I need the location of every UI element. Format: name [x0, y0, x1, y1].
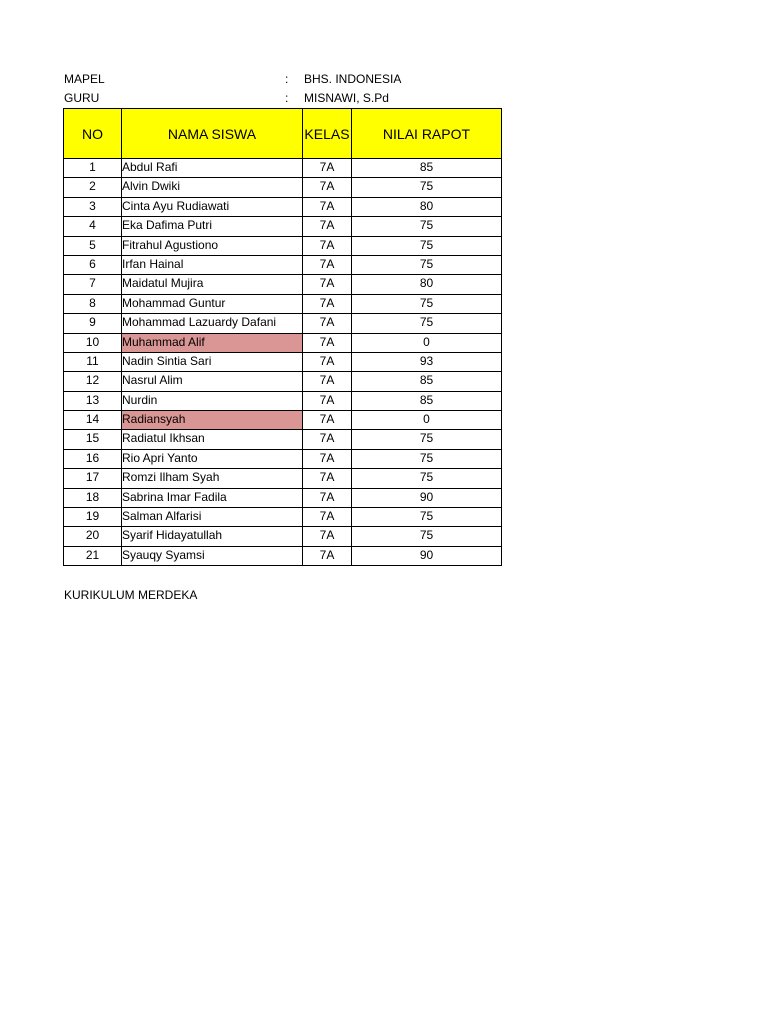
cell-kelas[interactable]: 7A: [303, 527, 352, 546]
cell-nilai-rapot[interactable]: 90: [352, 488, 502, 507]
cell-nilai-rapot[interactable]: 75: [352, 527, 502, 546]
cell-no[interactable]: 1: [64, 159, 122, 178]
cell-nama-siswa[interactable]: Nadin Sintia Sari: [122, 352, 303, 371]
cell-no[interactable]: 7: [64, 275, 122, 294]
cell-nama-siswa[interactable]: Irfan Hainal: [122, 255, 303, 274]
cell-nilai-rapot[interactable]: 0: [352, 333, 502, 352]
cell-no[interactable]: 15: [64, 430, 122, 449]
table-row: [64, 469, 502, 488]
cell-kelas[interactable]: 7A: [303, 255, 352, 274]
mapel-value: BHS. INDONESIA: [304, 72, 402, 86]
cell-no[interactable]: 12: [64, 372, 122, 391]
cell-nama-siswa[interactable]: Radiatul Ikhsan: [122, 430, 303, 449]
cell-nilai-rapot[interactable]: 75: [352, 294, 502, 313]
cell-no[interactable]: 2: [64, 178, 122, 197]
cell-kelas[interactable]: 7A: [303, 372, 352, 391]
cell-nilai-rapot[interactable]: 75: [352, 236, 502, 255]
cell-no[interactable]: 19: [64, 508, 122, 527]
guru-label: GURU: [64, 91, 100, 105]
cell-nama-siswa[interactable]: Salman Alfarisi: [122, 508, 303, 527]
cell-no[interactable]: 14: [64, 411, 122, 430]
cell-nama-siswa[interactable]: Syarif Hidayatullah: [122, 527, 303, 546]
cell-kelas[interactable]: 7A: [303, 236, 352, 255]
cell-nama-siswa[interactable]: Eka Dafima Putri: [122, 217, 303, 236]
cell-kelas[interactable]: 7A: [303, 217, 352, 236]
cell-nama-siswa[interactable]: Mohammad Guntur: [122, 294, 303, 313]
cell-nama-siswa[interactable]: Sabrina Imar Fadila: [122, 488, 303, 507]
cell-kelas[interactable]: 7A: [303, 430, 352, 449]
cell-kelas[interactable]: 7A: [303, 488, 352, 507]
cell-nilai-rapot[interactable]: 75: [352, 314, 502, 333]
table-row: [64, 372, 502, 391]
curriculum-note: KURIKULUM MERDEKA: [64, 588, 198, 602]
cell-kelas[interactable]: 7A: [303, 294, 352, 313]
cell-nama-siswa[interactable]: Abdul Rafi: [122, 159, 303, 178]
table-row: [64, 178, 502, 197]
table-row: [64, 236, 502, 255]
table-row: [64, 314, 502, 333]
cell-kelas[interactable]: 7A: [303, 275, 352, 294]
cell-no[interactable]: 8: [64, 294, 122, 313]
cell-nilai-rapot[interactable]: 0: [352, 411, 502, 430]
mapel-separator: :: [285, 72, 289, 86]
cell-no[interactable]: 21: [64, 546, 122, 565]
grades-table: [63, 108, 502, 566]
table-row: [64, 197, 502, 216]
cell-no[interactable]: 9: [64, 314, 122, 333]
cell-kelas[interactable]: 7A: [303, 314, 352, 333]
cell-nama-siswa[interactable]: Nasrul Alim: [122, 372, 303, 391]
cell-nama-siswa[interactable]: Muhammad Alif: [122, 333, 303, 352]
cell-nilai-rapot[interactable]: 80: [352, 275, 502, 294]
table-body: [64, 159, 502, 566]
cell-nama-siswa[interactable]: Romzi Ilham Syah: [122, 469, 303, 488]
cell-no[interactable]: 18: [64, 488, 122, 507]
cell-kelas[interactable]: 7A: [303, 352, 352, 371]
cell-no[interactable]: 13: [64, 391, 122, 410]
cell-nilai-rapot[interactable]: 85: [352, 372, 502, 391]
table-row: [64, 391, 502, 410]
mapel-label: MAPEL: [64, 72, 105, 86]
cell-no[interactable]: 6: [64, 255, 122, 274]
cell-nilai-rapot[interactable]: 75: [352, 255, 502, 274]
cell-nama-siswa[interactable]: Rio Apri Yanto: [122, 449, 303, 468]
table-row: [64, 275, 502, 294]
cell-nama-siswa[interactable]: Radiansyah: [122, 411, 303, 430]
table-row: [64, 352, 502, 371]
cell-nama-siswa[interactable]: Mohammad Lazuardy Dafani: [122, 314, 303, 333]
table-row: [64, 527, 502, 546]
table-row: [64, 449, 502, 468]
table-row: [64, 217, 502, 236]
table-row: [64, 333, 502, 352]
cell-nilai-rapot[interactable]: 85: [352, 391, 502, 410]
table-row: [64, 546, 502, 565]
cell-kelas[interactable]: 7A: [303, 508, 352, 527]
cell-nilai-rapot[interactable]: 75: [352, 508, 502, 527]
table-header-row: [64, 109, 502, 159]
cell-nilai-rapot[interactable]: 75: [352, 178, 502, 197]
cell-nilai-rapot[interactable]: 75: [352, 430, 502, 449]
cell-nama-siswa[interactable]: Nurdin: [122, 391, 303, 410]
cell-no[interactable]: 3: [64, 197, 122, 216]
cell-nama-siswa[interactable]: Fitrahul Agustiono: [122, 236, 303, 255]
cell-kelas[interactable]: 7A: [303, 449, 352, 468]
cell-no[interactable]: 11: [64, 352, 122, 371]
cell-nama-siswa[interactable]: Alvin Dwiki: [122, 178, 303, 197]
column-header-kelas[interactable]: KELAS: [303, 109, 352, 159]
cell-no[interactable]: 5: [64, 236, 122, 255]
cell-kelas[interactable]: 7A: [303, 391, 352, 410]
cell-nilai-rapot[interactable]: 80: [352, 197, 502, 216]
cell-no[interactable]: 4: [64, 217, 122, 236]
cell-nilai-rapot[interactable]: 75: [352, 217, 502, 236]
cell-nilai-rapot[interactable]: 90: [352, 546, 502, 565]
cell-no[interactable]: 17: [64, 469, 122, 488]
cell-kelas[interactable]: 7A: [303, 411, 352, 430]
cell-kelas[interactable]: 7A: [303, 333, 352, 352]
cell-nama-siswa[interactable]: Maidatul Mujira: [122, 275, 303, 294]
cell-kelas[interactable]: 7A: [303, 178, 352, 197]
column-header-nama-siswa[interactable]: NAMA SISWA: [122, 109, 303, 159]
cell-nama-siswa[interactable]: Syauqy Syamsi: [122, 546, 303, 565]
cell-no[interactable]: 20: [64, 527, 122, 546]
guru-separator: :: [285, 91, 289, 105]
cell-kelas[interactable]: 7A: [303, 546, 352, 565]
cell-no[interactable]: 16: [64, 449, 122, 468]
cell-kelas[interactable]: 7A: [303, 469, 352, 488]
column-header-nilai-rapot[interactable]: NILAI RAPOT: [352, 109, 502, 159]
cell-kelas[interactable]: 7A: [303, 159, 352, 178]
table-row: [64, 488, 502, 507]
cell-nilai-rapot[interactable]: 85: [352, 159, 502, 178]
table-row: [64, 255, 502, 274]
column-header-no[interactable]: NO: [64, 109, 122, 159]
table-row: [64, 430, 502, 449]
table-row: [64, 508, 502, 527]
cell-kelas[interactable]: 7A: [303, 197, 352, 216]
table-row: [64, 294, 502, 313]
cell-nama-siswa[interactable]: Cinta Ayu Rudiawati: [122, 197, 303, 216]
table-row: [64, 159, 502, 178]
cell-nilai-rapot[interactable]: 75: [352, 449, 502, 468]
cell-no[interactable]: 10: [64, 333, 122, 352]
cell-nilai-rapot[interactable]: 75: [352, 469, 502, 488]
table-row: [64, 411, 502, 430]
cell-nilai-rapot[interactable]: 93: [352, 352, 502, 371]
guru-value: MISNAWI, S.Pd: [304, 91, 389, 105]
